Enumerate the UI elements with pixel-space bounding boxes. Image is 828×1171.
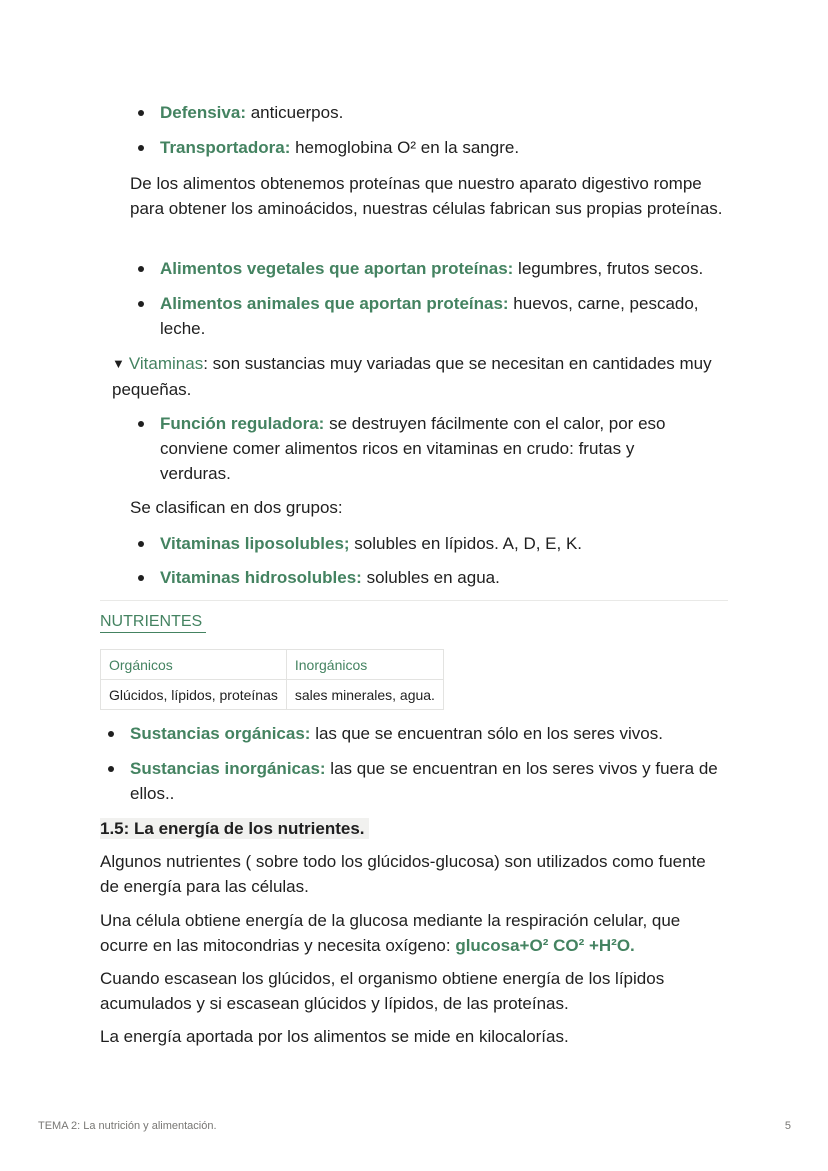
energy-paragraph-1: Algunos nutrientes ( sobre todo los glúcidos-glucosa) son utilizados como fuente de energía para las células.	[100, 852, 706, 896]
table-cell: sales minerales, agua.	[286, 680, 443, 710]
table-header-cell: Inorgánicos	[286, 650, 443, 680]
term: Alimentos animales que aportan proteínas:	[160, 294, 509, 313]
page-number: 5	[784, 1120, 791, 1132]
table-cell: Glúcidos, lípidos, proteínas	[101, 680, 287, 710]
term: Defensiva:	[160, 103, 246, 122]
table-row	[101, 680, 444, 710]
list-item: Alimentos vegetales que aportan proteínas: legumbres, frutos secos.	[160, 256, 730, 281]
glucose-formula: glucosa+O² CO² +H²O.	[455, 936, 635, 955]
table-header-row	[101, 650, 444, 680]
term: Sustancias inorgánicas:	[130, 759, 326, 778]
list-item: Vitaminas hidrosolubles: solubles en agua.	[160, 565, 720, 590]
protein-sources-list	[160, 256, 730, 341]
vitamin-function-list	[160, 411, 700, 486]
list-item: Vitaminas liposolubles; solubles en lípidos. A, D, E, K.	[160, 531, 720, 556]
term: Vitaminas liposolubles;	[160, 534, 350, 553]
list-item: Sustancias orgánicas: las que se encuentran sólo en los seres vivos.	[130, 721, 730, 746]
list-item: Defensiva: anticuerpos.	[160, 100, 720, 125]
vitamins-toggle[interactable]: ▼ Vitaminas: son sustancias muy variadas que se necesitan en cantidades muy pequeñas.	[112, 351, 722, 402]
term: Transportadora:	[160, 138, 291, 157]
protein-functions-list	[160, 100, 720, 160]
list-item: Transportadora: hemoglobina O² en la sangre.	[160, 135, 720, 160]
list-item: Alimentos animales que aportan proteínas: huevos, carne, pescado, leche.	[160, 291, 730, 341]
nutrients-table	[100, 649, 444, 710]
table-header-cell: Orgánicos	[101, 650, 287, 680]
section-heading: 1.5: La energía de los nutrientes.	[100, 816, 369, 841]
classify-text: Se clasifican en dos grupos:	[130, 498, 343, 517]
energy-paragraph-3: Cuando escasean los glúcidos, el organismo obtiene energía de los lípidos acumulados y si escasean glúcidos y lípidos, de las proteínas.	[100, 969, 665, 1013]
footer-title: TEMA 2: La nutrición y alimentación.	[38, 1120, 217, 1132]
term: Sustancias orgánicas:	[130, 724, 311, 743]
energy-paragraph-2: Una célula obtiene energía de la glucosa mediante la respiración celular, que ocurre en las mitocondrias y necesita oxígeno: glucosa+O² CO² +H²O.	[100, 911, 681, 955]
term: Vitaminas hidrosolubles:	[160, 568, 362, 587]
term: Alimentos vegetales que aportan proteínas:	[160, 259, 514, 278]
energy-paragraph-4: La energía aportada por los alimentos se mide en kilocalorías.	[100, 1027, 569, 1046]
protein-paragraph: De los alimentos obtenemos proteínas que nuestro aparato digestivo rompe para obtener los aminoácidos, nuestras células fabrican sus propias proteínas.	[130, 174, 723, 218]
substances-list	[130, 721, 730, 806]
toggle-term: Vitaminas	[128, 354, 204, 373]
term: Función reguladora:	[160, 414, 325, 433]
toggle-triangle-icon[interactable]: ▼	[112, 356, 125, 371]
list-item: Sustancias inorgánicas: las que se encuentran en los seres vivos y fuera de ellos..	[130, 756, 730, 806]
vitamin-groups-list	[160, 531, 720, 590]
list-item: Función reguladora: se destruyen fácilmente con el calor, por eso conviene comer alimentos ricos en vitaminas en crudo: frutas y verduras.	[160, 411, 700, 486]
divider	[100, 600, 728, 601]
nutrients-heading-link[interactable]: NUTRIENTES	[100, 612, 206, 633]
